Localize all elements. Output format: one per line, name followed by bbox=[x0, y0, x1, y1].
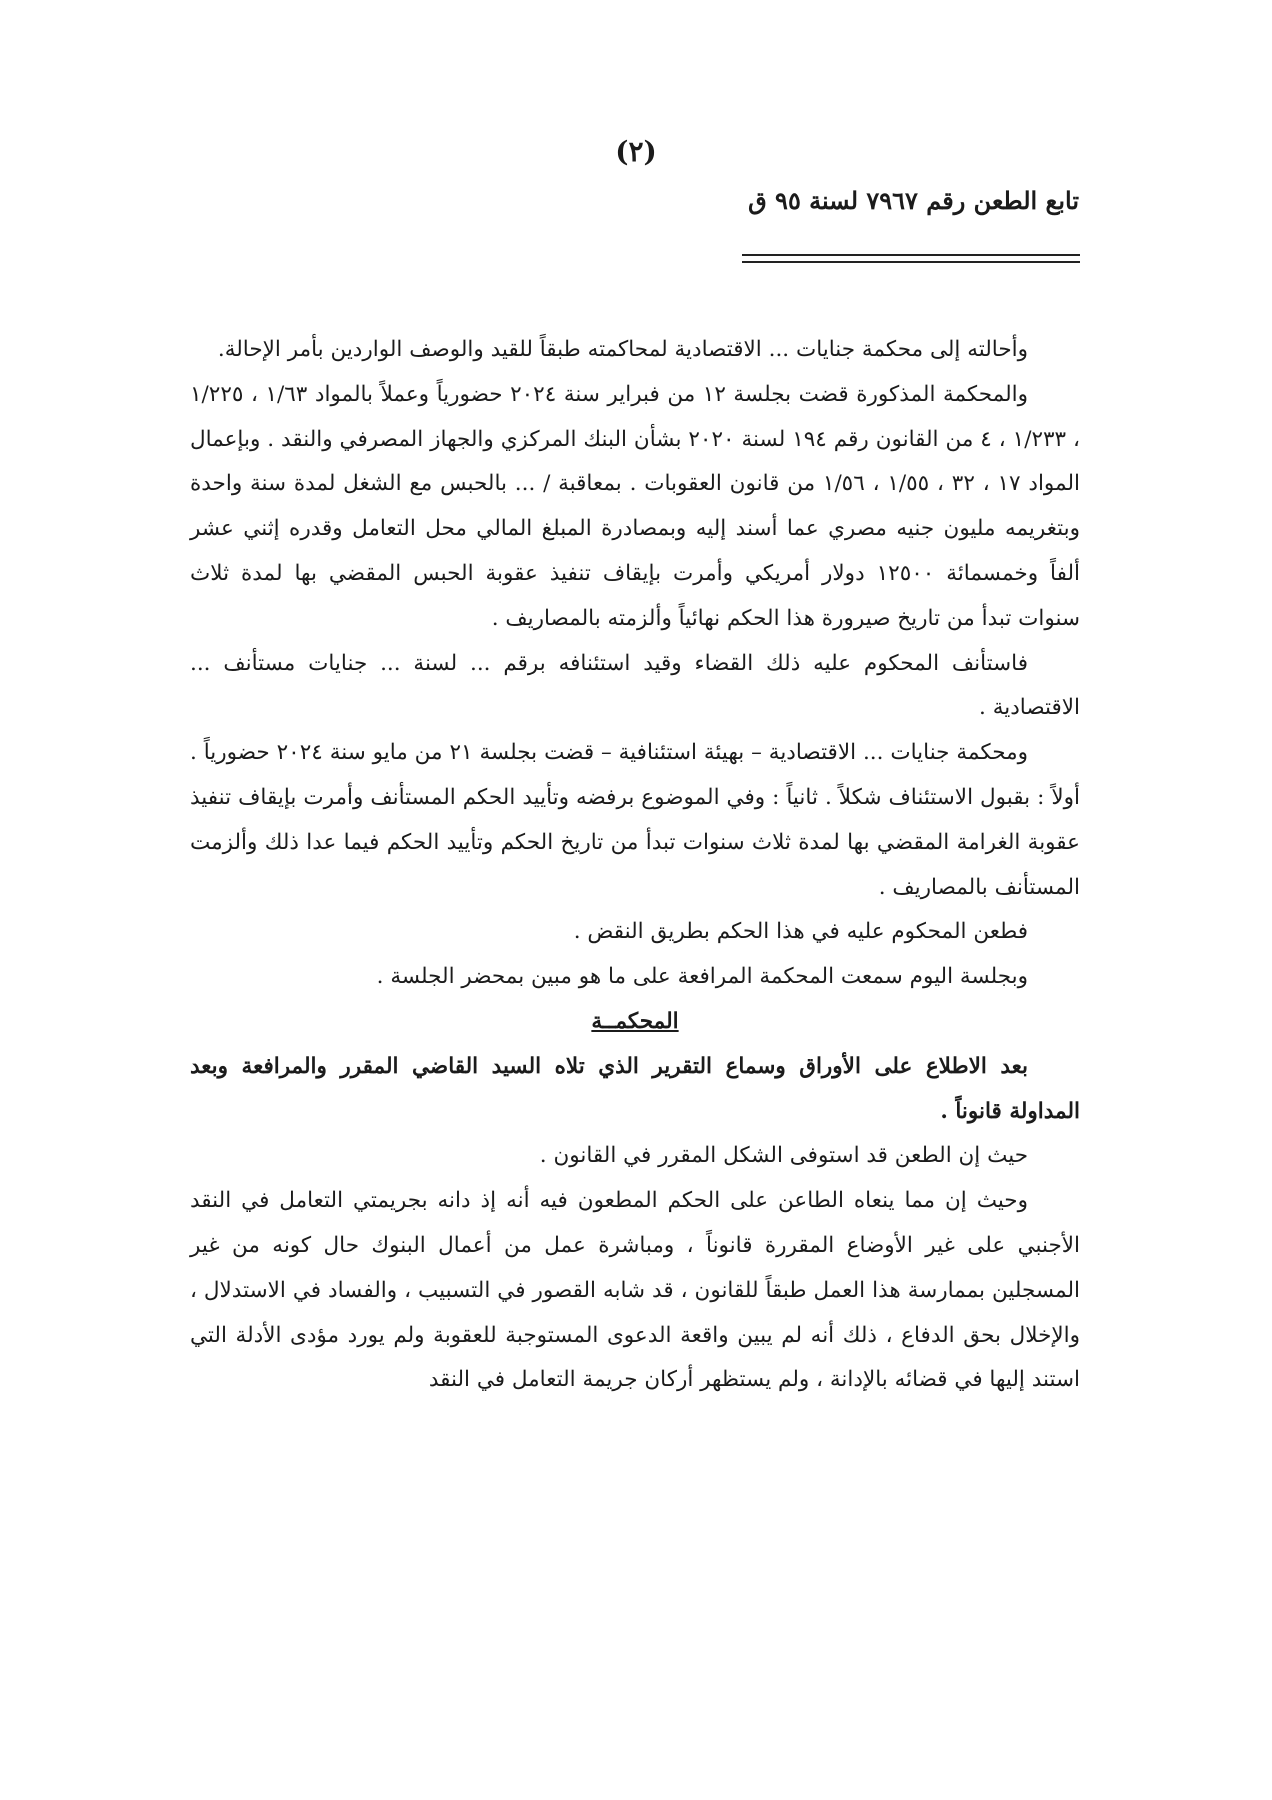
double-rule-divider bbox=[742, 254, 1080, 264]
paragraph-first-instance-ruling: والمحكمة المذكورة قضت بجلسة ١٢ من فبراير سنة ٢٠٢٤ حضورياً وعملاً بالمواد ١/٦٣ ، ١/٢٢٥ ، ١/٢٣٣ ، ٤ من القانون رقم ١٩٤ لسنة ٢٠٢٠ بشأن البنك المركزي والجهاز المصرفي والنقد . وبإعمال المواد ١٧ ، ٣٢ ، ١/٥٥ ، ١/٥٦ من قانون العقوبات . بمعاقبة / ... بالحبس مع الشغل لمدة سنة واحدة وبتغريمه مليون جنيه مصري عما أسند إليه وبمصادرة المبلغ المالي محل التعامل وقدره إثني عشر ألفاً وخمسمائة ١٢٥٠٠ دولار أمريكي وأمرت بإيقاف تنفيذ عقوبة الحبس المقضي بها لمدة ثلاث سنوات تبدأ من تاريخ صيرورة هذا الحكم نهائياً وألزمته بالمصاريف . bbox=[190, 381, 1080, 631]
deliberation-statement: بعد الاطلاع على الأوراق وسماع التقرير الذي تلاه السيد القاضي المقرر والمرافعة وبعد المداولة قانوناً . bbox=[190, 1053, 1080, 1124]
paragraph-grounds-of-appeal: وحيث إن مما ينعاه الطاعن على الحكم المطعون فيه أنه إذ دانه بجريمتي التعامل في النقد الأجنبي على غير الأوضاع المقررة قانوناً ، ومباشرة عمل من أعمال البنوك حال كونه من غير المسجلين بممارسة هذا العمل طبقاً للقانون ، قد شابه القصور في التسبيب ، والفساد في الاستدلال ، والإخلال بحق الدفاع ، ذلك أنه لم يبين واقعة الدعوى المستوجبة للعقوبة ولم يورد مؤدى الأدلة التي استند إليها في قضائه بالإدانة ، ولم يستظهر أركان جريمة التعامل في النقد bbox=[190, 1188, 1080, 1393]
divider-line-top bbox=[742, 254, 1080, 256]
paragraph-referral: وأحالته إلى محكمة جنايات ... الاقتصادية لمحاكمته طبقاً للقيد والوصف الواردين بأمر الإحالة. bbox=[217, 337, 1028, 362]
section-heading-court: المحكمــة bbox=[591, 1008, 679, 1034]
paragraph-form-accepted: حيث إن الطعن قد استوفى الشكل المقرر في القانون . bbox=[539, 1143, 1028, 1169]
judgment-body bbox=[190, 328, 1080, 1403]
paragraph-session: وبجلسة اليوم سمعت المحكمة المرافعة على ما هو مبين بمحضر الجلسة . bbox=[376, 964, 1028, 990]
page-number: (٢) bbox=[615, 135, 657, 168]
paragraph-appeal-ruling: ومحكمة جنايات ... الاقتصادية – بهيئة استئنافية – قضت بجلسة ٢١ من مايو سنة ٢٠٢٤ حضورياً . أولاً : بقبول الاستئناف شكلاً . ثانياً : وفي الموضوع برفضه وتأييد الحكم المستأنف وأمرت بإيقاف تنفيذ عقوبة الغرامة المقضي بها لمدة ثلاث سنوات تبدأ من تاريخ الحكم وتأييد الحكم فيما عدا ذلك وألزمت المستأنف بالمصاريف . bbox=[190, 740, 1080, 900]
case-reference: تابع الطعن رقم ٧٩٦٧ لسنة ٩٥ ق bbox=[748, 186, 1079, 215]
divider-line-bottom bbox=[742, 261, 1080, 263]
paragraph-cassation-filed: فطعن المحكوم عليه في هذا الحكم بطريق النقض . bbox=[573, 919, 1028, 945]
paragraph-appeal-filed: فاستأنف المحكوم عليه ذلك القضاء وقيد استئنافه برقم ... لسنة ... جنايات مستأنف ... الاقتصادية . bbox=[190, 650, 1080, 721]
